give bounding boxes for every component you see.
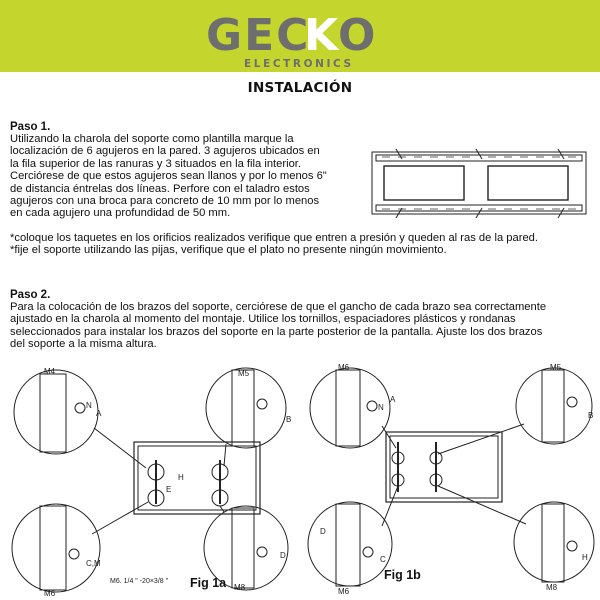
fig1b-label-br: M8 [546, 583, 558, 592]
step1-line: en cada agujero una profundidad de 50 mm. [10, 207, 231, 220]
wall-plate-illustration [368, 148, 590, 220]
fig1a-label-br: M8 [234, 583, 246, 592]
step2-heading: Paso 2. [10, 289, 51, 301]
step1-line: agujeros con una broca para concreto de 10 mm por lo menos [10, 195, 320, 208]
fig1a-label-e: E [166, 485, 172, 494]
step1-line: localización de 6 agujeros en la pared. 3 agujeros ubicados en [10, 145, 320, 158]
logo-text-right: O [338, 10, 376, 61]
step2-line: ajustado en la charola al momento del montaje. Utilice los tornillos, espaciadores plásticos y rondanas [10, 313, 516, 326]
fig1a-label-b: B [286, 415, 292, 424]
figure-1b-illustration [306, 363, 596, 600]
step1-line: Cerciórese de que estos agujeros sean llanos y por lo menos 6" [10, 170, 327, 183]
fig1b-label-b: B [588, 411, 594, 420]
step1-notes [10, 232, 600, 257]
step2-line: Para la colocación de los brazos del soporte, cerciórese de que el gancho de cada brazo sea correctamente [10, 301, 547, 313]
fig1b-label-d: D [320, 527, 326, 536]
figure-1a-illustration [4, 368, 294, 600]
step1-note: *coloque los taquetes en los orificios realizados verifique que entren a presión y queden al ras de la pared. [10, 232, 539, 244]
fig1a-label-bl: M6 [44, 589, 56, 598]
step1-text [10, 133, 362, 220]
fig1b-label-bl: M6 [338, 587, 350, 596]
header-band [0, 0, 600, 72]
step2-text [10, 301, 595, 351]
fig1a-label-tl: M4 [44, 367, 56, 376]
step1-note: *fije el soporte utilizando las pijas, verifique que el plato no presente ningún movimiento. [10, 244, 447, 257]
fig1a-screw-note: M6. 1/4 " -20×3/8 " [110, 578, 169, 585]
fig1b-label-a: A [390, 395, 396, 404]
fig1a-label-n: N [86, 401, 92, 410]
fig1b-label-tl: M6 [338, 363, 350, 372]
fig1b-label-n: N [378, 403, 384, 412]
step1-line: Utilizando la charola del soporte como plantilla marque la [10, 133, 294, 145]
fig1b-caption: Fig 1b [384, 568, 421, 582]
fig1a-caption: Fig 1a [190, 576, 227, 590]
fig1a-label-a: A [96, 409, 102, 418]
fig1a-label-tr: M5 [238, 369, 250, 378]
fig1a-label-cm: C,M [86, 559, 101, 568]
fig1b-label-c: C [380, 555, 386, 564]
fig1b-label-h: H [582, 553, 588, 562]
logo-text-left: GEC [206, 10, 311, 61]
logo-text-k: K [304, 10, 339, 61]
fig1b-label-tr: M5 [550, 363, 562, 372]
step1-heading: Paso 1. [10, 121, 51, 133]
step2-line: seleccionados para instalar los brazos del soporte en la parte posterior de la pantalla. Ajuste los dos brazos [10, 325, 543, 338]
step1-line: de distancia éntrelas dos líneas. Perfore con el taladro estos [10, 182, 310, 195]
logo-tagline: ELECTRONICS [244, 58, 354, 70]
gecko-logo [0, 4, 600, 72]
fig1a-label-d: D [280, 551, 286, 560]
step1-line: la fila superior de las ranuras y 3 situados en la fila interior. [10, 157, 302, 170]
fig1a-label-h: H [178, 473, 184, 482]
page-title: INSTALACIÓN [247, 80, 353, 96]
step2-line: del soporte a la misma altura. [10, 338, 157, 351]
